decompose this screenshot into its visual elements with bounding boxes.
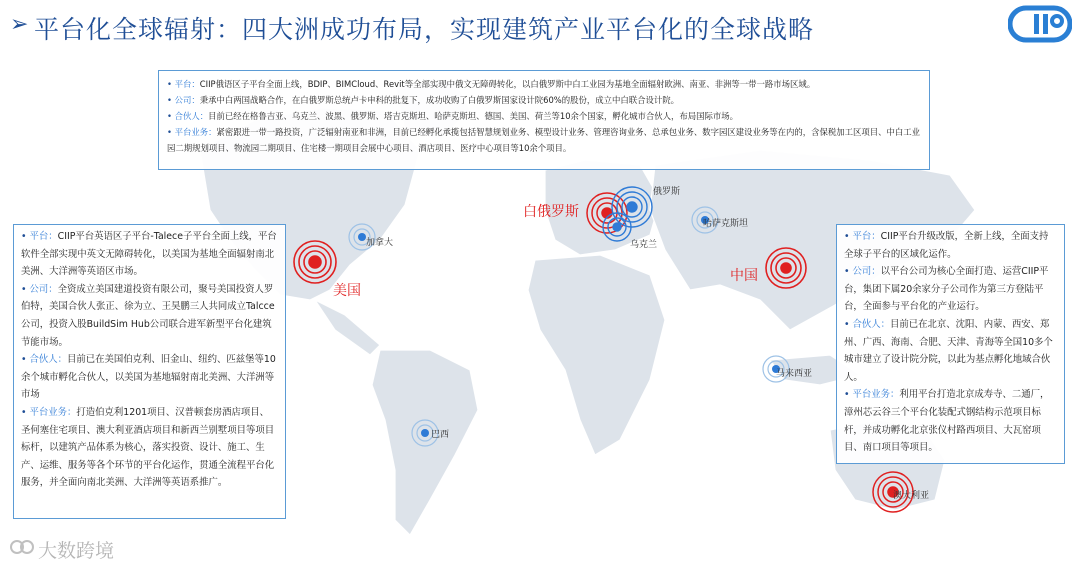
info-box-usa [13, 224, 286, 519]
top-item-business: • 平台业务：紧密跟进一带一路投资，广泛辐射南亚和非洲，目前已经孵化承揽包括智慧规划业务、模型设计业务、管理咨询业务、总承包业务、数字园区建设业务等在内的，含保税加工区项目、中白工业园二期规划项目、物流园二期项目、住宅楼一期项目会展中心项目、酒店项目、医疗中心项目等10余个项目。 [167, 127, 920, 153]
item-label: 平台： [852, 231, 881, 242]
map-label-canada: 加拿大 [366, 238, 394, 248]
map-label-kazakhstan: 哈萨克斯坦 [703, 219, 749, 229]
right-item-platform: • 平台：CIIP平台升级改版，全新上线，全面支持全球子平台的区域化运作。 [844, 231, 1049, 260]
map-label-russia: 俄罗斯 [653, 187, 681, 197]
item-text: 利用平台打造北京成寿寺、二通厂，漳州芯云谷三个平台化装配式钢结构示范项目标杆，并成功孵化北京张仪村路西项目、大瓦窑项目、南口项目等项目。 [844, 389, 1050, 454]
marker-usa [294, 241, 336, 283]
item-label: 公司： [852, 266, 881, 278]
map-label-australia: 澳大利亚 [893, 491, 930, 501]
left-item-platform: • 平台：CIIP平台英语区子平台-Talece子平台全面上线，平台软件全部实现中英文无障碍转化，以美国为基地全面辐射南北美洲、大洋洲等英语区市场。 [21, 231, 277, 278]
map-label-brazil: 巴西 [431, 430, 450, 440]
item-text: 目前已在北京、沈阳、内蒙、西安、郑州、广西、海南、合肥、天津、青海等全国10多个城市建立了设计院分院，以此为基点孵化地域合伙人。 [844, 318, 1053, 383]
left-item-business: • 平台业务：打造伯克利1201项目、汉普顿套房酒店项目、圣何塞住宅项目、澳大利亚酒店项目和新西兰别墅项目等项目标杆，以建筑产品体系为核心，落实投资、设计、施工、生产、运维、服务等各个环节的平台化运作，贯通全流程平台化服务，并全面向南北美洲、大洋洲等英语系推广。 [21, 406, 275, 489]
item-text: 打造伯克利1201项目、汉普顿套房酒店项目、圣何塞住宅项目、澳大利亚酒店项目和新西兰别墅项目等项目标杆，以建筑产品体系为核心，落实投资、设计、施工、生产、运维、服务等各个环节的平台化运作，贯通全流程平台化服务，并全面向南北美洲、大洋洲等英语系推广。 [21, 406, 275, 489]
item-label: 平台业务： [174, 127, 217, 137]
item-label: 平台： [174, 79, 200, 89]
item-label: 合伙人： [29, 354, 68, 366]
map-label-ukraine: 乌克兰 [630, 240, 658, 250]
title-arrow-icon: ➢ [10, 12, 29, 37]
right-item-company: • 公司：以平台公司为核心全面打造、运营CIIP平台，集团下属20余家分子公司作为第三方登陆平台，全面参与平台化的产业运行。 [844, 266, 1049, 313]
page-title: 平台化全球辐射：四大洲成功布局，实现建筑产业平台化的全球战略 [34, 15, 815, 44]
info-box-china [836, 224, 1065, 464]
item-text: 以平台公司为核心全面打造、运营CIIP平台，集团下属20余家分子公司作为第三方登陆平台，全面参与平台化的产业运行。 [844, 266, 1049, 313]
top-item-partners: • 合伙人：目前已经在格鲁吉亚、乌克兰、波黑、俄罗斯、塔吉克斯坦、哈萨克斯坦、德国、美国、荷兰等10余个国家，孵化城市合伙人，布局国际市场。 [167, 111, 739, 121]
ciip-logo [1008, 4, 1072, 44]
left-item-partners: • 合伙人：目前已在美国伯克利、旧金山、纽约、匹兹堡等10余个城市孵化合伙人，以美国为基地辐射南北美洲、大洋洲等市场 [21, 354, 276, 401]
map-label-malaysia: 马来西亚 [776, 369, 813, 379]
item-text: 目前已在美国伯克利、旧金山、纽约、匹兹堡等10余个城市孵化合伙人，以美国为基地辐射南北美洲、大洋洲等市场 [21, 354, 276, 401]
item-text: 全资成立美国建道投资有限公司，聚号美国投资人罗伯特，美国合伙人张正、徐为立、王昊鹏三人共同成立Talcce公司，投资入股BuildSim Hub公司联合进军新型平台化建筑节能市场。 [21, 283, 275, 348]
item-label: 合伙人： [852, 318, 891, 330]
map-label-belarus: 白俄罗斯 [523, 204, 579, 220]
item-text: CIIP俄语区子平台全面上线，BDIP、BIMCloud、Revit等全部实现中俄文无障碍转化，以白俄罗斯中白工业园为基地全面辐射欧洲、南亚、非洲等一带一路市场区域。 [199, 79, 816, 89]
item-text: 紧密跟进一带一路投资，广泛辐射南亚和非洲，目前已经孵化承揽包括智慧规划业务、模型设计业务、管理咨询业务、总承包业务、数字园区建设业务等在内的，含保税加工区项目、中白工业园二期规划项目、物流园二期项目、住宅楼一期项目会展中心项目、酒店项目、医疗中心项目等10余个项目。 [167, 127, 920, 153]
marker-china [766, 248, 806, 288]
item-label: 公司： [174, 95, 200, 105]
item-label: 公司： [29, 283, 58, 295]
top-item-platform: • 平台：CIIP俄语区子平台全面上线，BDIP、BIMCloud、Revit等全部实现中俄文无障碍转化，以白俄罗斯中白工业园为基地全面辐射欧洲、南亚、非洲等一带一路市场区域。 [167, 79, 816, 89]
marker-russia [612, 187, 652, 227]
map-label-usa: 美国 [333, 283, 361, 299]
item-text: 目前已经在格鲁吉亚、乌克兰、波黑、俄罗斯、塔吉克斯坦、哈萨克斯坦、德国、美国、荷兰等10余个国家，孵化城市合伙人，布局国际市场。 [208, 111, 739, 121]
item-text: 秉承中白两国战略合作，在白俄罗斯总统卢卡申科的批复下，成功收购了白俄罗斯国家设计院60%的股份，成立中白联合设计院。 [199, 95, 679, 105]
right-item-partners: • 合伙人：目前已在北京、沈阳、内蒙、西安、郑州、广西、海南、合肥、天津、青海等全国10多个城市建立了设计院分院，以此为基点孵化地域合伙人。 [844, 318, 1053, 383]
left-item-company: • 公司：全资成立美国建道投资有限公司，聚号美国投资人罗伯特，美国合伙人张正、徐为立、王昊鹏三人共同成立Talcce公司，投资入股BuildSim Hub公司联合进军新型平台化建筑节能市场。 [21, 283, 275, 348]
item-text: CIIP平台升级改版，全新上线，全面支持全球子平台的区域化运作。 [844, 231, 1049, 260]
top-item-company: • 公司：秉承中白两国战略合作，在白俄罗斯总统卢卡申科的批复下，成功收购了白俄罗斯国家设计院60%的股份，成立中白联合设计院。 [167, 95, 679, 105]
item-label: 平台： [29, 231, 58, 242]
map-label-china: 中国 [730, 268, 758, 284]
item-label: 平台业务： [29, 406, 77, 418]
item-label: 合伙人： [174, 111, 209, 121]
info-box-belarus [158, 70, 930, 170]
right-item-business: • 平台业务：利用平台打造北京成寿寺、二通厂，漳州芯云谷三个平台化装配式钢结构示范项目标杆，并成功孵化北京张仪村路西项目、大瓦窑项目、南口项目等项目。 [844, 389, 1050, 454]
item-label: 平台业务： [852, 389, 900, 401]
item-text: CIIP平台英语区子平台-Talece子平台全面上线，平台软件全部实现中英文无障碍转化，以美国为基地全面辐射南北美洲、大洋洲等英语区市场。 [21, 231, 277, 278]
watermark-text: 大数跨境 [38, 540, 115, 562]
watermark-logo-icon [10, 538, 34, 556]
